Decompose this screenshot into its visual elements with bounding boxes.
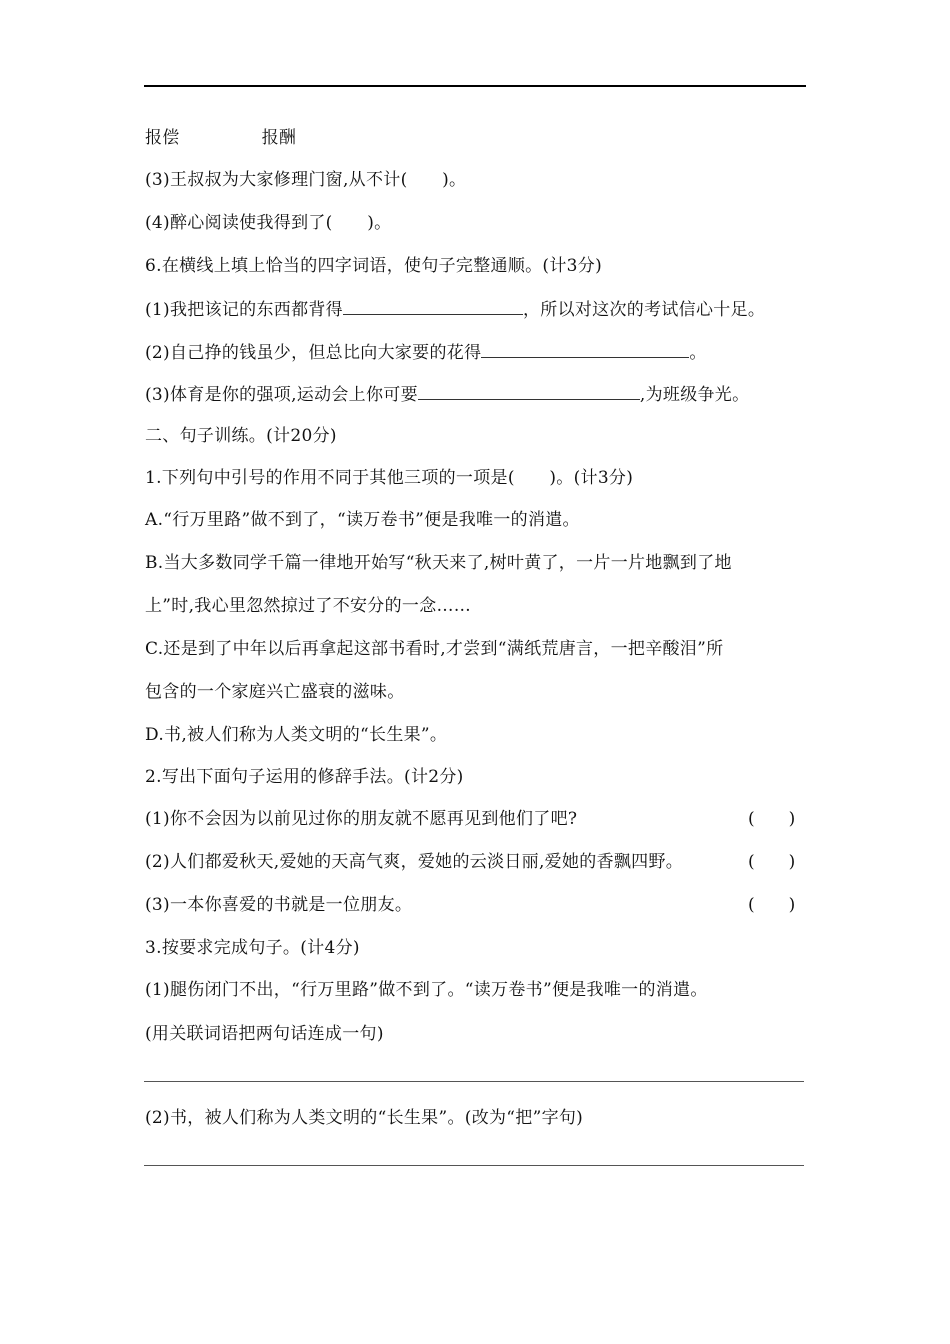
word-option-2: 报酬: [261, 128, 297, 148]
s2-q1-option-b-line1: B.当大多数同学千篇一律地开始写“秋天来了,树叶黄了，一片一片地飘到了地: [145, 553, 732, 573]
s2-q3-item1: (1)腿伤闭门不出，“行万里路”做不到了。“读万卷书”便是我唯一的消遣。: [145, 980, 708, 1000]
q6-item1: [145, 296, 765, 322]
q6-item2-text-before: (2)自己挣的钱虽少，但总比向大家要的花得: [145, 343, 482, 363]
word-option-1: 报偿: [145, 128, 180, 148]
s2-q1-option-d: D.书,被人们称为人类文明的“长生果”。: [145, 725, 448, 745]
s2-q2-answer-paren-1[interactable]: ( ): [748, 809, 796, 829]
s2-q1-option-b-line2: 上”时,我心里忽然掠过了不安分的一念……: [145, 596, 472, 616]
s2-q2-item1: (1)你不会因为以前见过你的朋友就不愿再见到他们了吧?: [145, 809, 578, 829]
q6-item3-text-after: ,为班级争光。: [639, 385, 750, 405]
q5-item4: (4)醉心阅读使我得到了( )。: [145, 213, 392, 233]
s2-q3-item2: (2)书，被人们称为人类文明的“长生果”。(改为“把”字句): [145, 1108, 584, 1128]
answer-line-2[interactable]: [144, 1165, 804, 1166]
q6-item2-text-after: 。: [689, 343, 707, 363]
s2-q2-item3: (3)一本你喜爱的书就是一位朋友。: [145, 895, 413, 915]
q6-item3-text-before: (3)体育是你的强项,运动会上你可要: [145, 385, 418, 405]
q5-item3: (3)王叔叔为大家修理门窗,从不计( )。: [145, 170, 467, 190]
s2-q2-item2: (2)人们都爱秋天,爱她的天高气爽，爱她的云淡日丽,爱她的香飘四野。: [145, 852, 684, 872]
header-rule: [144, 85, 806, 87]
s2-q1-option-c-line2: 包含的一个家庭兴亡盛衰的滋味。: [145, 682, 405, 702]
fill-blank-3[interactable]: [418, 381, 640, 400]
s2-q3-item1-requirement: (用关联词语把两句话连成一句): [145, 1024, 384, 1044]
s2-q1-option-c-line1: C.还是到了中年以后再拿起这部书看时,才尝到“满纸荒唐言，一把辛酸泪”所: [145, 639, 724, 659]
q6-item1-text-after: ，所以对这次的考试信心十足。: [522, 300, 766, 320]
word-pair: [145, 126, 296, 150]
s2-q1-option-a: A.“行万里路”做不到了，“读万卷书”便是我唯一的消遣。: [145, 510, 580, 530]
q6-item3: [145, 381, 749, 407]
fill-blank-2[interactable]: [481, 339, 689, 358]
fill-blank-1[interactable]: [343, 296, 523, 315]
q6-item2: [145, 339, 707, 365]
s2-q2-answer-paren-2[interactable]: ( ): [748, 852, 796, 872]
s2-q1-title: 1.下列句中引号的作用不同于其他三项的一项是( )。(计3分): [145, 468, 634, 488]
s2-q2-title: 2.写出下面句子运用的修辞手法。(计2分): [145, 767, 464, 787]
s2-q2-answer-paren-3[interactable]: ( ): [748, 895, 796, 915]
section2-title: 二、句子训练。(计20分): [145, 426, 337, 446]
s2-q3-title: 3.按要求完成句子。(计4分): [145, 938, 360, 958]
answer-line-1[interactable]: [144, 1081, 804, 1082]
q6-title: 6.在横线上填上恰当的四字词语，使句子完整通顺。(计3分): [145, 256, 602, 276]
q6-item1-text-before: (1)我把该记的东西都背得: [145, 300, 343, 320]
